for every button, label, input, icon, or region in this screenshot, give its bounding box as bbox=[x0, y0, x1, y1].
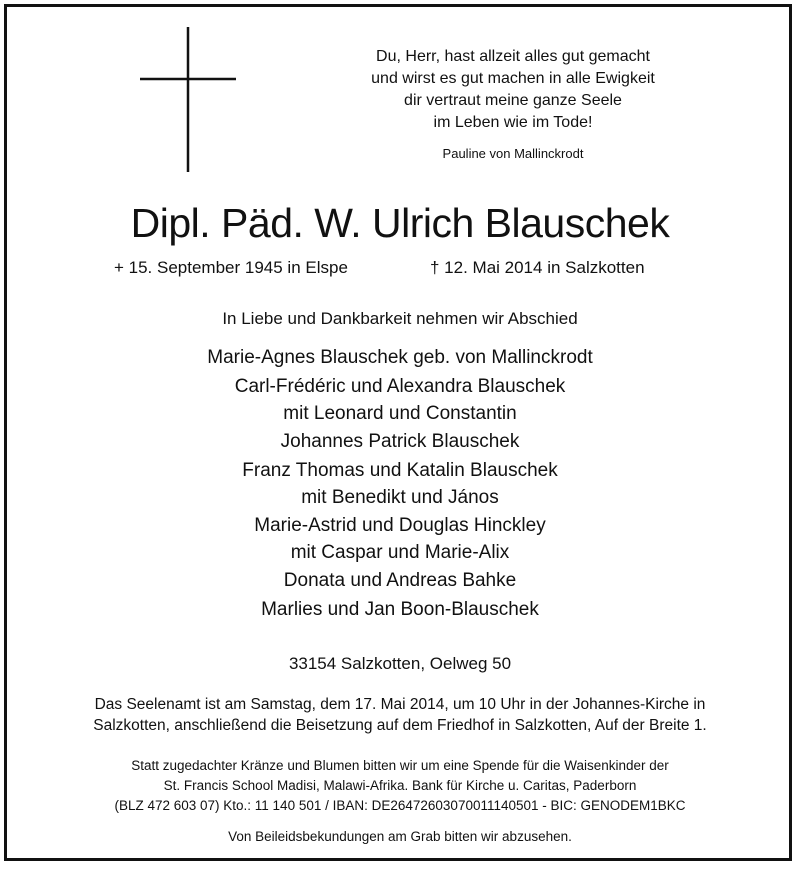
family-member: Carl-Frédéric und Alexandra Blauschek bbox=[234, 376, 566, 397]
family-member: Donata und Andreas Bahke bbox=[283, 570, 517, 591]
farewell-text: In Liebe und Dankbarkeit nehmen wir Abschied bbox=[222, 309, 578, 328]
donation-notice bbox=[0, 756, 800, 816]
quote-line: im Leben wie im Tode! bbox=[433, 114, 593, 131]
family-address: 33154 Salzkotten, Oelweg 50 bbox=[288, 654, 512, 673]
death-date: † 12. Mai 2014 in Salzkotten bbox=[430, 258, 645, 277]
family-member: Marie-Agnes Blauschek geb. von Mallinckrodt bbox=[207, 347, 593, 368]
family-member: Johannes Patrick Blauschek bbox=[280, 431, 520, 452]
family-member: Marlies und Jan Boon-Blauschek bbox=[261, 599, 539, 620]
donation-line: (BLZ 472 603 07) Kto.: 11 140 501 / IBAN: DE26472603070011140501 - BIC: GENODEM1BKC bbox=[114, 798, 686, 813]
quote-line: dir vertraut meine ganze Seele bbox=[404, 92, 622, 109]
family-member: mit Benedikt und János bbox=[301, 487, 499, 508]
quote-author: Pauline von Mallinckrodt bbox=[442, 146, 584, 161]
deceased-name: Dipl. Päd. W. Ulrich Blauschek bbox=[130, 200, 670, 246]
family-list bbox=[0, 343, 800, 624]
quote-line: und wirst es gut machen in alle Ewigkeit bbox=[371, 70, 655, 87]
condolence-note: Von Beileidsbekundungen am Grab bitten wir abzusehen. bbox=[228, 829, 572, 844]
family-member: Franz Thomas und Katalin Blauschek bbox=[242, 460, 558, 481]
quote bbox=[350, 46, 676, 134]
family-member: mit Leonard und Constantin bbox=[283, 403, 517, 424]
donation-line: Statt zugedachter Kränze und Blumen bitten wir um eine Spende für die Waisenkinder der bbox=[131, 758, 669, 773]
service-line: Salzkotten, anschließend die Beisetzung auf dem Friedhof in Salzkotten, Auf der Breite 1. bbox=[93, 717, 707, 734]
birth-date: + 15. September 1945 in Elspe bbox=[114, 258, 348, 277]
quote-line: Du, Herr, hast allzeit alles gut gemacht bbox=[376, 48, 650, 65]
service-notice bbox=[0, 694, 800, 736]
service-line: Das Seelenamt ist am Samstag, dem 17. Mai 2014, um 10 Uhr in der Johannes-Kirche in bbox=[94, 696, 706, 713]
family-member: Marie-Astrid und Douglas Hinckley bbox=[254, 515, 546, 536]
donation-line: St. Francis School Madisi, Malawi-Afrika. Bank für Kirche u. Caritas, Paderborn bbox=[163, 778, 637, 793]
family-member: mit Caspar und Marie-Alix bbox=[290, 542, 510, 563]
